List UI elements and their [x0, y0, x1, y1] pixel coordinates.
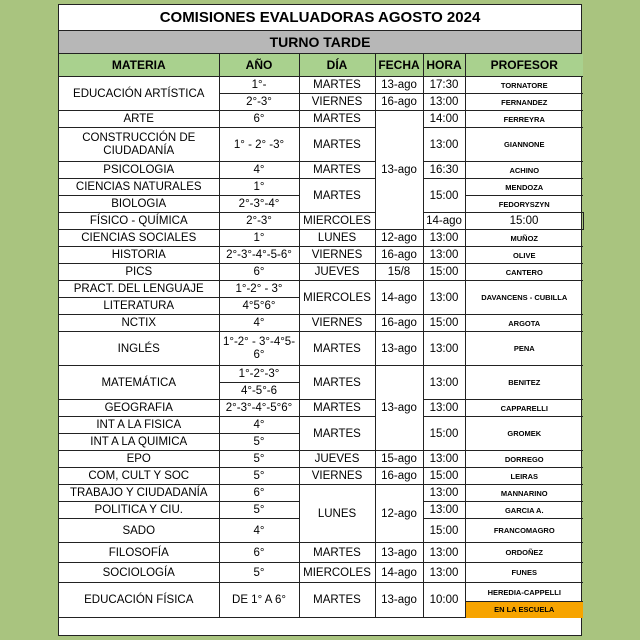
cell-materia: PSICOLOGIA	[59, 162, 219, 179]
table-header-row	[59, 54, 583, 77]
header-fecha: FECHA	[375, 54, 423, 77]
table-row	[59, 247, 583, 264]
cell-dia: MIERCOLES	[299, 281, 375, 315]
header-anio: AÑO	[219, 54, 299, 77]
table-row	[59, 583, 583, 602]
cell-anio: 2°-3°	[219, 94, 299, 111]
cell-dia: VIERNES	[299, 315, 375, 332]
cell-anio: 6°	[219, 111, 299, 128]
cell-fecha: 14-ago	[375, 563, 423, 583]
cell-fecha: 16-ago	[375, 468, 423, 485]
cell-materia: HISTORIA	[59, 247, 219, 264]
cell-dia: MARTES	[299, 111, 375, 128]
cell-hora: 13:00	[423, 366, 465, 400]
cell-anio: 1°-2°-3°	[219, 366, 299, 383]
table-row	[59, 400, 583, 417]
cell-materia: NCTIX	[59, 315, 219, 332]
location-note: EN LA ESCUELA	[465, 602, 583, 618]
cell-hora: 13:00	[423, 128, 465, 162]
cell-dia: MARTES	[299, 128, 375, 162]
cell-dia: LUNES	[299, 485, 375, 543]
cell-materia: INGLÉS	[59, 332, 219, 366]
header-profesor: PROFESOR	[465, 54, 583, 77]
cell-profesor: MANNARINO	[465, 485, 583, 502]
cell-dia: VIERNES	[299, 468, 375, 485]
table-row	[59, 264, 583, 281]
cell-fecha: 13-ago	[375, 543, 423, 563]
cell-fecha: 15/8	[375, 264, 423, 281]
cell-dia: MARTES	[299, 77, 375, 94]
cell-dia: JUEVES	[299, 451, 375, 468]
cell-dia: MARTES	[299, 543, 375, 563]
table-row	[59, 417, 583, 434]
cell-hora: 16:30	[423, 162, 465, 179]
cell-dia: MIERCOLES	[299, 563, 375, 583]
cell-materia: POLITICA Y CIU.	[59, 502, 219, 519]
cell-dia: MARTES	[299, 332, 375, 366]
cell-anio: 1°	[219, 179, 299, 196]
cell-hora: 13:00	[423, 247, 465, 264]
cell-hora: 15:00	[423, 519, 465, 543]
cell-dia: LUNES	[299, 230, 375, 247]
cell-profesor: FERNANDEZ	[465, 94, 583, 111]
cell-hora: 13:00	[423, 400, 465, 417]
cell-anio: 1°	[219, 230, 299, 247]
cell-materia: EPO	[59, 451, 219, 468]
cell-anio: 1°-	[219, 77, 299, 94]
header-dia: DÍA	[299, 54, 375, 77]
table-row	[59, 128, 583, 162]
cell-anio: 4°	[219, 519, 299, 543]
table-row	[59, 332, 583, 366]
cell-materia: SADO	[59, 519, 219, 543]
cell-profesor: FERREYRA	[465, 111, 583, 128]
cell-hora: 13:00	[423, 543, 465, 563]
cell-profesor: GROMEK	[465, 417, 583, 451]
cell-hora: 13:00	[423, 281, 465, 315]
cell-dia: MARTES	[299, 366, 375, 400]
cell-hora: 15:00	[423, 315, 465, 332]
cell-profesor: DAVANCENS - CUBILLA	[465, 281, 583, 315]
cell-fecha: 12-ago	[375, 230, 423, 247]
cell-anio: 5°	[219, 563, 299, 583]
cell-fecha: 12-ago	[375, 485, 423, 543]
cell-anio: 6°	[219, 543, 299, 563]
cell-anio: 6°	[219, 264, 299, 281]
cell-profesor: LEIRAS	[465, 468, 583, 485]
cell-anio: 5°	[219, 434, 299, 451]
table-row	[59, 451, 583, 468]
cell-profesor: HEREDIA-CAPPELLI	[465, 583, 583, 602]
cell-profesor: GARCIA A.	[465, 502, 583, 519]
cell-profesor: GIANNONE	[465, 128, 583, 162]
cell-fecha: 13-ago	[375, 77, 423, 94]
table-row	[59, 281, 583, 298]
cell-fecha: 13-ago	[375, 366, 423, 451]
cell-materia: EDUCACIÓN FÍSICA	[59, 583, 219, 618]
cell-anio: 2°-3°-4°	[219, 196, 299, 213]
cell-materia: PICS	[59, 264, 219, 281]
cell-anio: DE 1° A 6°	[219, 583, 299, 618]
cell-fecha: 13-ago	[375, 111, 423, 230]
cell-materia: INT A LA QUIMICA	[59, 434, 219, 451]
cell-hora: 13:00	[423, 94, 465, 111]
table-row	[59, 366, 583, 383]
cell-profesor: FRANCOMAGRO	[465, 519, 583, 543]
cell-hora: 15:00	[423, 417, 465, 451]
cell-materia: CONSTRUCCIÓN DE CIUDADANÍA	[59, 128, 219, 162]
table-row	[59, 77, 583, 94]
cell-hora: 13:00	[423, 332, 465, 366]
schedule-sheet	[58, 4, 582, 636]
cell-anio: 2°-3°	[219, 213, 299, 230]
cell-materia: TRABAJO Y CIUDADANÍA	[59, 485, 219, 502]
cell-fecha: 16-ago	[375, 315, 423, 332]
cell-anio: 4°	[219, 417, 299, 434]
cell-dia: VIERNES	[299, 247, 375, 264]
cell-anio: 4°-5°-6	[219, 383, 299, 400]
cell-profesor: TORNATORE	[465, 77, 583, 94]
cell-dia: MARTES	[299, 417, 375, 451]
table-row	[59, 543, 583, 563]
header-materia: MATERIA	[59, 54, 219, 77]
cell-hora: 10:00	[423, 583, 465, 618]
cell-materia: EDUCACIÓN ARTÍSTICA	[59, 77, 219, 111]
table-row	[59, 230, 583, 247]
cell-hora: 13:00	[423, 451, 465, 468]
cell-anio: 5°	[219, 502, 299, 519]
cell-dia: MARTES	[299, 583, 375, 618]
page-title: COMISIONES EVALUADORAS AGOSTO 2024	[59, 5, 581, 31]
cell-fecha: 13-ago	[375, 332, 423, 366]
cell-hora: 15:00	[423, 179, 465, 213]
cell-profesor: ORDOÑEZ	[465, 543, 583, 563]
cell-materia: COM, CULT Y SOC	[59, 468, 219, 485]
header-hora: HORA	[423, 54, 465, 77]
cell-hora: 15:00	[465, 213, 583, 230]
cell-profesor: MENDOZA	[465, 179, 583, 196]
cell-anio: 4°	[219, 162, 299, 179]
cell-anio: 4°5°6°	[219, 298, 299, 315]
cell-profesor: FUNES	[465, 563, 583, 583]
cell-materia: FILOSOFÍA	[59, 543, 219, 563]
cell-fecha: 14-ago	[375, 281, 423, 315]
cell-dia: JUEVES	[299, 264, 375, 281]
cell-dia: VIERNES	[299, 94, 375, 111]
cell-profesor: ARGOTA	[465, 315, 583, 332]
cell-profesor: ACHINO	[465, 162, 583, 179]
table-row	[59, 162, 583, 179]
cell-profesor: CANTERO	[465, 264, 583, 281]
cell-materia: MATEMÁTICA	[59, 366, 219, 400]
cell-profesor: DORREGO	[465, 451, 583, 468]
table-row	[59, 111, 583, 128]
cell-fecha: 16-ago	[375, 94, 423, 111]
cell-dia: MARTES	[299, 400, 375, 417]
cell-anio: 1° - 2° -3°	[219, 128, 299, 162]
cell-hora: 13:00	[423, 485, 465, 502]
cell-anio: 2°-3°-4°-5°6°	[219, 400, 299, 417]
cell-profesor: CAPPARELLI	[465, 400, 583, 417]
cell-anio: 5°	[219, 451, 299, 468]
table-row	[59, 179, 583, 196]
table-row	[59, 468, 583, 485]
cell-dia: MARTES	[299, 162, 375, 179]
cell-fecha: 14-ago	[423, 213, 465, 230]
cell-materia: ARTE	[59, 111, 219, 128]
cell-dia: MIERCOLES	[299, 213, 375, 230]
cell-materia: INT A LA FISICA	[59, 417, 219, 434]
cell-profesor: PENA	[465, 332, 583, 366]
cell-materia: CIENCIAS NATURALES	[59, 179, 219, 196]
cell-fecha: 13-ago	[375, 583, 423, 618]
cell-hora: 15:00	[423, 264, 465, 281]
cell-hora: 14:00	[423, 111, 465, 128]
cell-fecha: 15-ago	[375, 451, 423, 468]
cell-materia: LITERATURA	[59, 298, 219, 315]
cell-profesor: OLIVE	[465, 247, 583, 264]
cell-materia: PRACT. DEL LENGUAJE	[59, 281, 219, 298]
schedule-table	[59, 54, 583, 618]
table-row	[59, 315, 583, 332]
cell-hora: 13:00	[423, 230, 465, 247]
cell-anio: 4°	[219, 315, 299, 332]
cell-anio: 1°-2° - 3°-4°5-6°	[219, 332, 299, 366]
table-row	[59, 485, 583, 502]
cell-hora: 15:00	[423, 468, 465, 485]
shift-subtitle: TURNO TARDE	[59, 31, 581, 54]
cell-fecha: 16-ago	[375, 247, 423, 264]
cell-materia: CIENCIAS SOCIALES	[59, 230, 219, 247]
cell-hora: 13:00	[423, 563, 465, 583]
cell-profesor: BENITEZ	[465, 366, 583, 400]
cell-anio: 1°-2° - 3°	[219, 281, 299, 298]
cell-profesor: FEDORYSZYN	[465, 196, 583, 213]
table-row	[59, 213, 583, 230]
cell-materia: GEOGRAFIA	[59, 400, 219, 417]
cell-profesor: MUÑOZ	[465, 230, 583, 247]
cell-anio: 5°	[219, 468, 299, 485]
cell-anio: 2°-3°-4°-5-6°	[219, 247, 299, 264]
cell-dia: MARTES	[299, 179, 375, 213]
cell-materia: BIOLOGIA	[59, 196, 219, 213]
cell-hora: 17:30	[423, 77, 465, 94]
cell-materia: FÍSICO - QUÍMICA	[59, 213, 219, 230]
cell-hora: 13:00	[423, 502, 465, 519]
table-row	[59, 563, 583, 583]
cell-anio: 6°	[219, 485, 299, 502]
cell-materia: SOCIOLOGÍA	[59, 563, 219, 583]
